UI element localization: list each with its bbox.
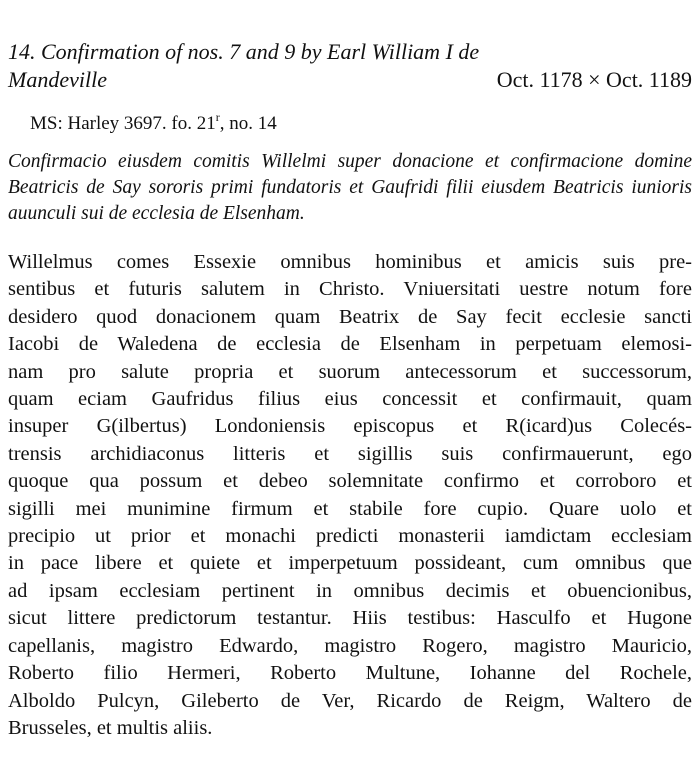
body-line: trensis archidiaconus litteris et sigillis suis confirmauerunt, ego [8,442,692,465]
rubric-paragraph: Confirmacio eiusdem comitis Willelmi super donacione et confirmacione domine Beatricis de Say sororis primi fundatoris et Gaufridi filii eiusdem Beatricis iunioris auunculi sui de ecclesia de Elsenham. [8,151,692,224]
manuscript-reference [30,111,277,137]
body-line: ad ipsam ecclesiam pertinent in omnibus decimis et obuencionibus, [8,579,692,602]
body-line: desidero quod donacionem quam Beatrix de Say fecit ecclesie sancti [8,305,692,328]
body-line: Roberto filio Hermeri, Roberto Multune, Iohanne del Rochele, [8,662,692,685]
charter-date: Oct. 1178 × Oct. 1189 [496,67,692,92]
manuscript-shelfmark: MS: Harley 3697. fo. 21 [30,113,216,134]
body-line: precipio ut prior et monachi predicti monasterii iamdictam ecclesiam [8,525,692,548]
heading-title-continuation: Mandeville [8,67,107,92]
body-line: sicut littere predictorum testantur. Hiis testibus: Hasculfo et Hugone [8,607,692,630]
folio-side: r [215,110,220,124]
body-line: Willelmus comes Essexie omnibus hominibus et amicis suis pre- [8,251,692,273]
body-line: insuper G(ilbertus) Londoniensis episcopus et R(icard)us Colecés- [8,415,692,438]
body-line: quoque qua possum et debeo solemnitate confirmo et corroboro et [8,470,692,493]
body-line: Alboldo Pulcyn, Gileberto de Ver, Ricardo de Reigm, Waltero de [8,689,692,712]
body-line: quam eciam Gaufridus filius eius concessit et confirmauit, quam [8,388,692,411]
body-line: nam pro salute propria et suorum antecessorum et successorum, [8,360,692,383]
manuscript-number: , no. 14 [219,113,277,134]
charter-heading [8,38,692,94]
body-line: sentibus et futuris salutem in Christo. Vniuersitati uestre notum fore [8,278,692,301]
body-line: in pace libere et quiete et imperpetuum possideant, cum omnibus que [8,552,692,575]
body-line: Brusseles, et multis aliis. [8,716,213,739]
body-line: sigilli mei munimine firmum et stabile fore cupio. Quare uolo et [8,497,692,520]
heading-second-row [8,66,692,94]
heading-title-line: 14. Confirmation of nos. 7 and 9 by Earl William I de [8,39,480,64]
body-line: capellanis, magistro Edwardo, magistro Rogero, magistro Mauricio, [8,634,692,657]
body-line: Iacobi de Waledena de ecclesia de Elsenham in perpetuam elemosi- [8,333,692,356]
charter-body-text [8,249,692,742]
